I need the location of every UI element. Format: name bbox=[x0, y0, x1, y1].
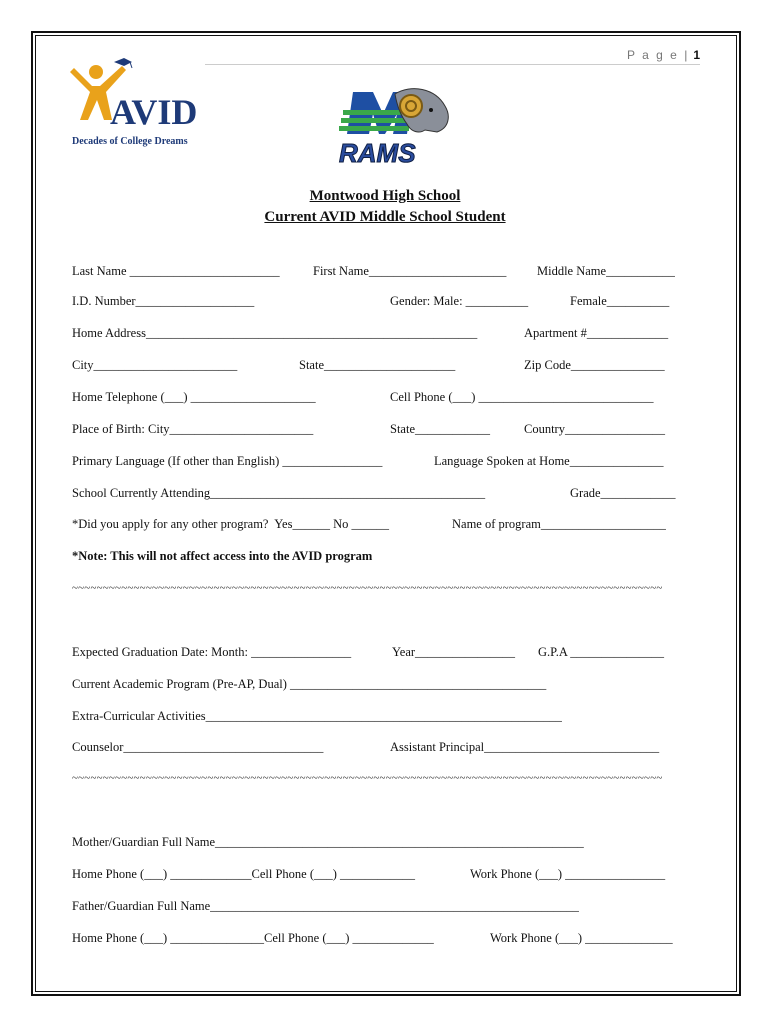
assistant-principal-field[interactable]: Assistant Principal____________________________ bbox=[390, 740, 660, 754]
form-title: Current AVID Middle School Student bbox=[264, 209, 506, 225]
section-separator-2: ~~~~~~~~~~~~~~~~~~~~~~~~~~~~~~~~~~~~~~~~~~~~~~~~~~~~~~~~~~~~~~~~~~~~~~~~~~~~~~~~~~~~~~~~~~~~~~~~ bbox=[72, 772, 663, 784]
last-name-field[interactable]: Last Name ________________________ bbox=[72, 264, 280, 278]
father-phone-row bbox=[72, 931, 698, 976]
birth-state-field[interactable]: State____________ bbox=[390, 422, 490, 436]
middle-name-field[interactable]: Middle Name___________ bbox=[537, 264, 675, 278]
extracurricular-row bbox=[72, 709, 698, 739]
country-field[interactable]: Country________________ bbox=[524, 422, 665, 436]
gender-male-field[interactable]: Gender: Male: __________ bbox=[390, 294, 529, 308]
counselor-field[interactable]: Counselor________________________________ bbox=[72, 740, 324, 754]
father-name-row bbox=[72, 899, 698, 929]
father-home-cell-field[interactable]: Home Phone (___) _______________Cell Phone (___) _____________ bbox=[72, 931, 434, 945]
mother-name-field[interactable]: Mother/Guardian Full Name___________________________________________________________ bbox=[72, 835, 584, 849]
id-number-field[interactable]: I.D. Number___________________ bbox=[72, 294, 255, 308]
father-work-phone-field[interactable]: Work Phone (___) ______________ bbox=[490, 931, 673, 945]
program-name-field[interactable]: Name of program____________________ bbox=[452, 517, 666, 531]
state-field[interactable]: State_____________________ bbox=[299, 358, 456, 372]
school-title: Montwood High School bbox=[309, 188, 461, 204]
rams-logo bbox=[333, 84, 458, 170]
apartment-field[interactable]: Apartment #_____________ bbox=[524, 326, 669, 340]
avid-logo bbox=[66, 58, 216, 150]
primary-language-field[interactable]: Primary Language (If other than English) ________________ bbox=[72, 454, 383, 468]
mother-home-cell-field[interactable]: Home Phone (___) _____________Cell Phone (___) ____________ bbox=[72, 867, 416, 881]
father-name-field[interactable]: Father/Guardian Full Name___________________________________________________________ bbox=[72, 899, 579, 913]
avid-tagline: Decades of College Dreams bbox=[72, 136, 188, 147]
cell-phone-field[interactable]: Cell Phone (___) ____________________________ bbox=[390, 390, 654, 404]
rams-logo-text: RAMS bbox=[339, 138, 416, 168]
extracurricular-field[interactable]: Extra-Curricular Activities_________________________________________________________ bbox=[72, 709, 562, 723]
avid-logo-text: AVID bbox=[110, 92, 198, 132]
section-separator-1: ~~~~~~~~~~~~~~~~~~~~~~~~~~~~~~~~~~~~~~~~~~~~~~~~~~~~~~~~~~~~~~~~~~~~~~~~~~~~~~~~~~~~~~~~~~~~~~~~ bbox=[72, 582, 663, 594]
home-address-field[interactable]: Home Address_____________________________________________________ bbox=[72, 326, 478, 340]
mother-name-row bbox=[72, 835, 698, 865]
academic-program-field[interactable]: Current Academic Program (Pre-AP, Dual) _________________________________________ bbox=[72, 677, 547, 691]
gender-female-field[interactable]: Female__________ bbox=[570, 294, 670, 308]
grad-month-field[interactable]: Expected Graduation Date: Month: ________________ bbox=[72, 645, 352, 659]
grade-field[interactable]: Grade____________ bbox=[570, 486, 676, 500]
grad-year-field[interactable]: Year________________ bbox=[392, 645, 516, 659]
school-attending-field[interactable]: School Currently Attending____________________________________________ bbox=[72, 486, 486, 500]
language-home-field[interactable]: Language Spoken at Home_______________ bbox=[434, 454, 664, 468]
note-text: *Note: This will not affect access into the AVID program bbox=[72, 549, 373, 563]
academic-program-row bbox=[72, 677, 698, 707]
city-field[interactable]: City_______________________ bbox=[72, 358, 238, 372]
header-rule bbox=[205, 64, 700, 65]
home-telephone-field[interactable]: Home Telephone (___) ____________________ bbox=[72, 390, 316, 404]
gpa-field[interactable]: G.P.A _______________ bbox=[538, 645, 665, 659]
zip-field[interactable]: Zip Code_______________ bbox=[524, 358, 665, 372]
page-label: P a g e | bbox=[627, 48, 690, 62]
first-name-field[interactable]: First Name______________________ bbox=[313, 264, 507, 278]
place-of-birth-field[interactable]: Place of Birth: City_______________________ bbox=[72, 422, 314, 436]
mother-work-phone-field[interactable]: Work Phone (___) ________________ bbox=[470, 867, 666, 881]
other-program-field[interactable]: *Did you apply for any other program? Yes______ No ______ bbox=[72, 517, 389, 531]
page-number bbox=[627, 48, 700, 62]
page-number-value: 1 bbox=[693, 48, 700, 62]
